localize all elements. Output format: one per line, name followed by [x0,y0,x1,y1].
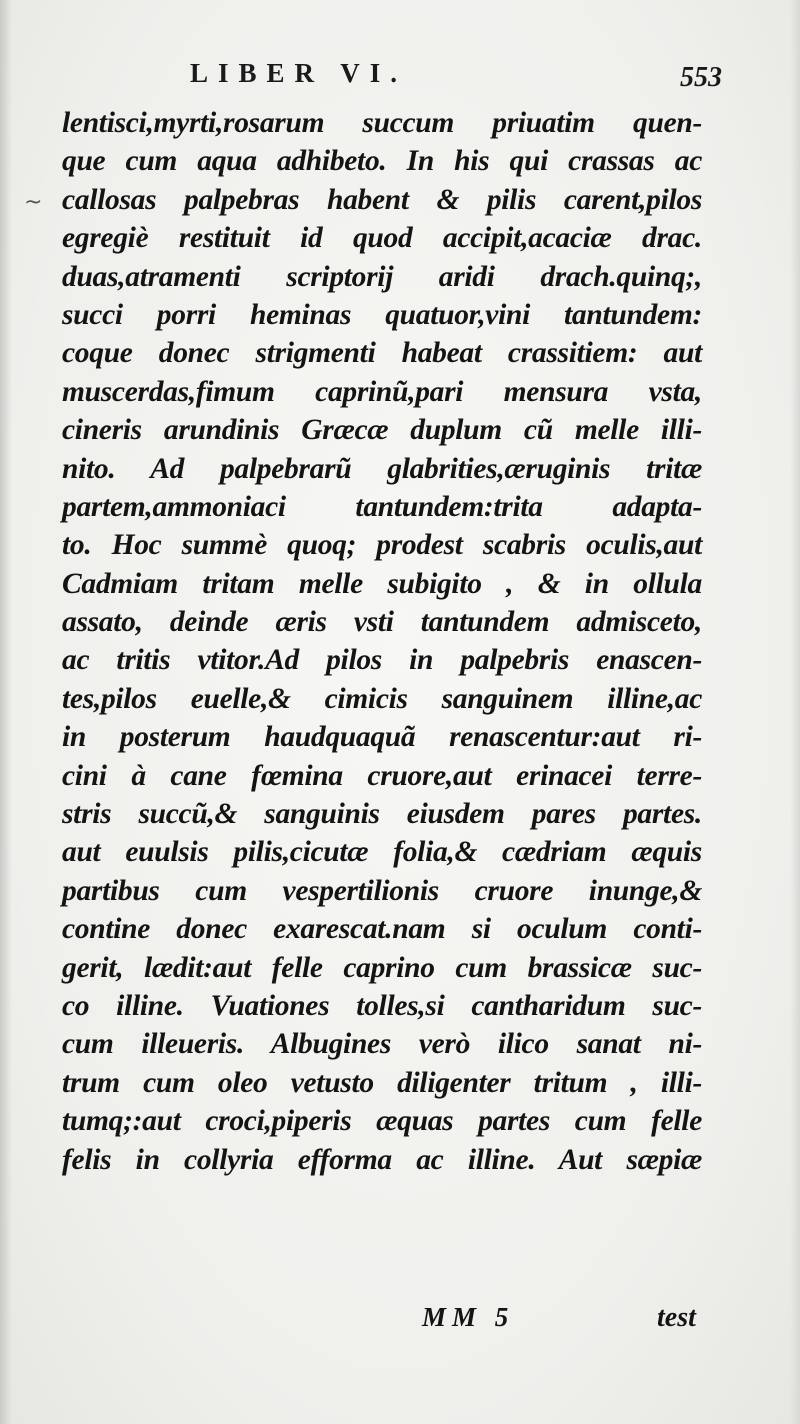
text-line: nito. Ad palpebrarũ glabrities,æruginis tritæ [62,452,702,485]
catchword: test [657,1302,696,1333]
text-line: egregiè restituit id quod accipit,acaciæ drac. [62,222,702,255]
text-line: callosas palpebras habent & pilis carent,pilos [62,183,702,216]
page-right-edge-shadow [790,0,800,1424]
text-line: tumq;:aut croci,piperis æquas partes cum felle [62,1105,702,1138]
text-line: cum illeueris. Albugines verò ilico sanat ni- [62,1028,702,1061]
text-line: lentisci,myrti,rosarum succum priuatim quen- [62,107,702,139]
text-line: partem,ammoniaci tantundem:trita adapta- [62,490,702,523]
text-line: contine donec exarescat.nam si oculum conti- [62,913,702,946]
text-line: cini à cane fœmina cruore,aut erinacei terre- [62,759,702,792]
text-line: aut euulsis pilis,cicutæ folia,& cædriam æquis [62,836,702,869]
margin-stray-mark: ~ [24,190,43,215]
text-line: ac tritis vtitor.Ad pilos in palpebris enascen- [62,644,702,677]
text-line: que cum aqua adhibeto. In his qui crassas ac [62,145,702,178]
text-line: trum cum oleo vetusto diligenter tritum , illi- [62,1066,702,1099]
text-line: cineris arundinis Græcæ duplum cũ melle illi- [62,414,702,447]
text-line: in posterum haudquaquã renascentur:aut ri- [62,721,702,754]
text-line: stris succũ,& sanguinis eiusdem pares partes. [62,798,702,831]
text-line: tes,pilos euelle,& cimicis sanguinem illine,ac [62,682,702,715]
text-line: co illine. Vuationes tolles,si cantharidum suc- [62,989,702,1022]
text-line: Cadmiam tritam melle subigito , & in ollula [62,567,702,600]
running-head: LIBER VI. [190,58,408,88]
text-line: to. Hoc summè quoq; prodest scabris oculis,aut [62,529,702,562]
body-text [62,104,702,1179]
page-number: 553 [680,62,722,93]
text-line: partibus cum vespertilionis cruore inunge,& [62,874,702,907]
signature-mark: MM 5 [422,1302,515,1332]
text-line: felis in collyria efforma ac illine. Aut sæpiæ [62,1143,702,1176]
text-line: succi porri heminas quatuor,vini tantundem: [62,298,702,331]
text-line: gerit, lædit:aut felle caprino cum brassicæ suc- [62,951,702,984]
text-line: assato, deinde æris vsti tantundem admisceto, [62,606,702,639]
text-line: muscerdas,fimum caprinũ,pari mensura vsta, [62,375,702,408]
text-line: duas,atramenti scriptorij aridi drach.quinq;, [62,260,702,293]
text-line: coque donec strigmenti habeat crassitiem: aut [62,337,702,370]
page-left-edge-shadow [0,0,12,1424]
